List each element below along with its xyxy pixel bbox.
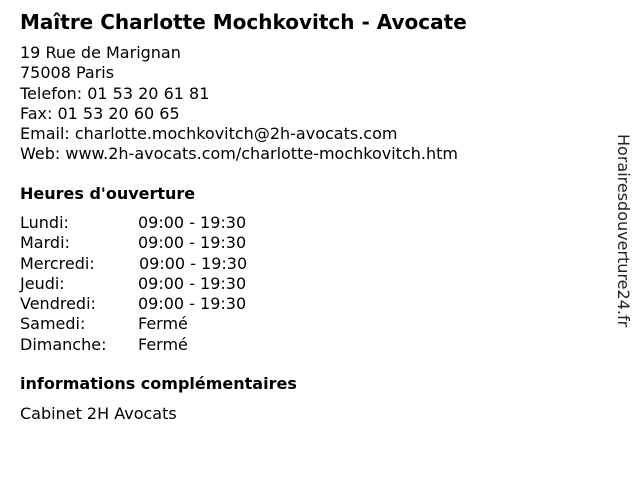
opening-hours-table [20,213,320,355]
hours-day: Lundi: [20,213,69,232]
site-watermark: Horairesdouverture24.fr [614,134,633,328]
hours-day: Mercredi: [20,253,95,273]
hours-row-wednesday [20,254,320,274]
additional-info-text: Cabinet 2H Avocats [20,404,177,423]
hours-day: Mardi: [20,233,70,253]
hours-time: 09:00 - 19:30 [138,213,247,232]
hours-row-thursday [20,274,320,294]
city-address: 75008 Paris [20,63,115,83]
hours-row-friday [20,294,320,314]
hours-time: 09:00 - 19:30 [138,294,247,314]
hours-day: Samedi: [20,314,86,334]
hours-row-monday [20,213,320,233]
fax-number: Fax: 01 53 20 60 65 [20,103,180,123]
hours-day: Vendredi: [20,294,96,314]
email-address: Email: charlotte.mochkovitch@2h-avocats.com [20,124,398,144]
contact-block [20,43,458,165]
phone-number: Telefon: 01 53 20 61 81 [20,83,210,103]
hours-time: Fermé [138,334,188,354]
hours-row-sunday [20,335,320,355]
additional-info-heading: informations complémentaires [20,374,297,393]
street-address: 19 Rue de Marignan [20,43,181,62]
hours-row-tuesday [20,233,320,253]
hours-time: 09:00 - 19:30 [139,253,248,273]
hours-day: Dimanche: [20,334,107,354]
hours-row-saturday [20,314,320,334]
hours-time: Fermé [138,314,188,334]
hours-time: 09:00 - 19:30 [138,233,247,253]
page-title: Maître Charlotte Mochkovitch - Avocate [20,10,467,34]
hours-time: 09:00 - 19:30 [138,273,247,293]
opening-hours-heading: Heures d'ouverture [20,184,196,203]
website-address: Web: www.2h-avocats.com/charlotte-mochkovitch.htm [20,144,458,164]
hours-day: Jeudi: [20,273,65,293]
